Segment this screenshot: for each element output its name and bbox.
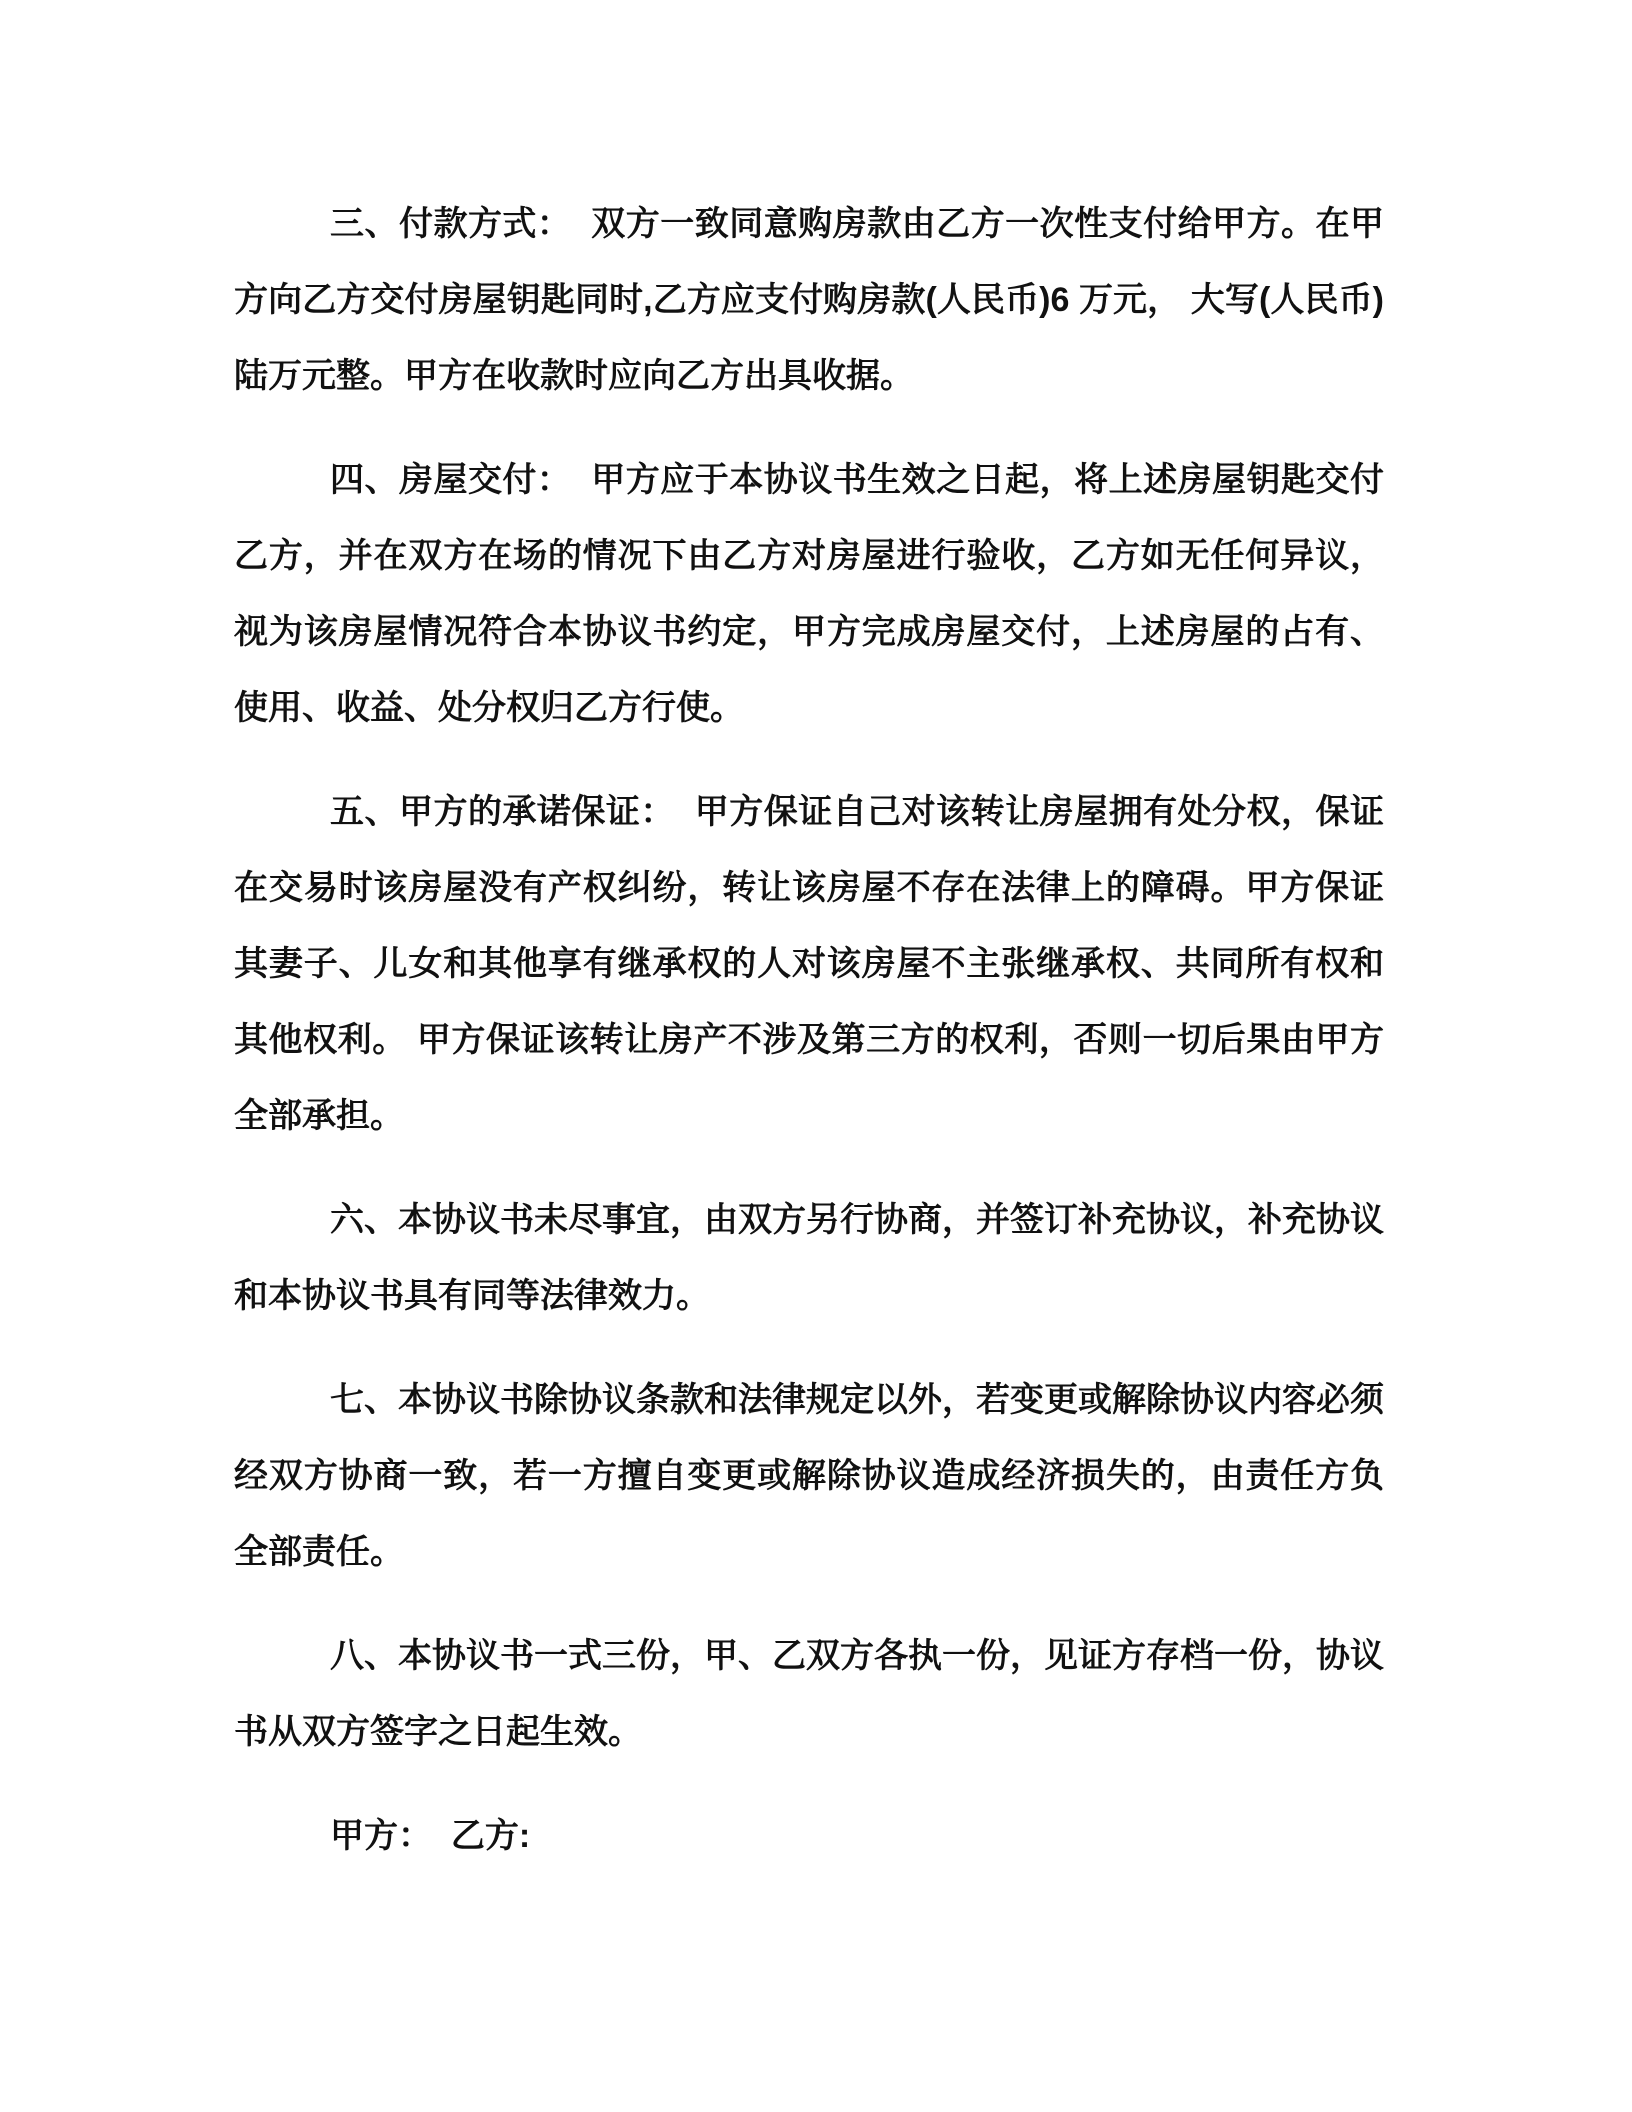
clause-6-supplementary-agreement: 六、本协议书未尽事宜，由双方另行协商，并签订补充协议，补充协议和本协议书具有同等法律效力。 [234, 1201, 1384, 1315]
clause-7-modification-liability: 七、本协议书除协议条款和法律规定以外，若变更或解除协议内容必须经双方协商一致，若一方擅自变更或解除协议造成经济损失的，由责任方负全部责任。 [234, 1381, 1384, 1571]
clause-4-house-delivery: 四、房屋交付： 甲方应于本协议书生效之日起，将上述房屋钥匙交付乙方，并在双方在场的情况下由乙方对房屋进行验收，乙方如无任何异议，视为该房屋情况符合本协议书约定，甲方完成房屋交付，上述房屋的占有、使用、收益、处分权归乙方行使。 [234, 461, 1384, 727]
clause-5-seller-warranty: 五、甲方的承诺保证： 甲方保证自己对该转让房屋拥有处分权，保证在交易时该房屋没有产权纠纷，转让该房屋不存在法律上的障碍。甲方保证其妻子、儿女和其他享有继承权的人对该房屋不主张继承权、共同所有权和其他权利。 甲方保证该转让房产不涉及第三方的权利，否则一切后果由甲方全部承担。 [234, 793, 1384, 1135]
clause-3-payment-method: 三、付款方式： 双方一致同意购房款由乙方一次性支付给甲方。在甲方向乙方交付房屋钥匙同时,乙方应支付购房款(人民币)6 万元， 大写(人民币)陆万元整。甲方在收款时应向乙方出具收据。 [234, 205, 1384, 395]
signature-line: 甲方： 乙方: [330, 1817, 531, 1855]
clause-8-copies-effective: 八、本协议书一式三份，甲、乙双方各执一份，见证方存档一份，协议书从双方签字之日起生效。 [234, 1637, 1384, 1751]
